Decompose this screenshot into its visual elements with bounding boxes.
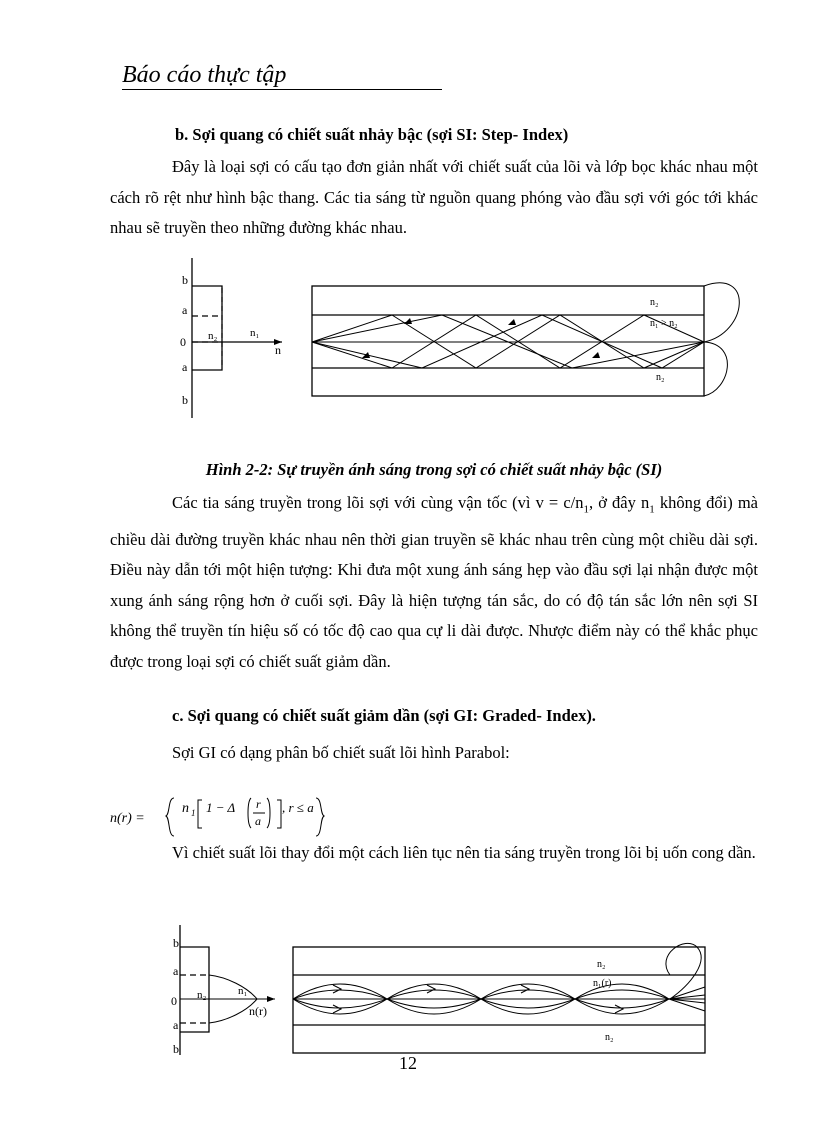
dispersion-sub-1: 1 bbox=[583, 503, 589, 516]
fiber-outline bbox=[312, 286, 704, 396]
label-n-axis: n bbox=[275, 343, 281, 357]
fiber-label-n2-bottom: n₂ bbox=[656, 372, 665, 383]
gi-output-pulse bbox=[666, 943, 701, 999]
section-b-paragraph: Đây là loại sợi có cấu tạo đơn giản nhất với chiết suất của lõi và lớp bọc khác nhau một cách rõ rệt như hình bậc thang. Các tia sáng từ nguồn quang phóng vào đầu sợi với góc tới khác nhau sẽ truyền theo những đường khác nhau. bbox=[110, 157, 758, 237]
gi-fiber-outline bbox=[293, 947, 705, 1053]
eq-left-bracket bbox=[198, 800, 202, 828]
gi-label-axis: n(r) bbox=[249, 1004, 267, 1018]
ray-arrow-2 bbox=[508, 319, 516, 325]
label-zero: 0 bbox=[180, 335, 186, 349]
eq-n1-sub: 1 bbox=[191, 808, 196, 818]
eq-n1: n bbox=[182, 801, 189, 816]
gi-ray-arrow-4 bbox=[333, 1005, 341, 1013]
gi-label-a-bottom: a bbox=[173, 1018, 179, 1032]
graded-index-equation bbox=[110, 794, 370, 840]
eq-right-paren bbox=[267, 798, 270, 828]
header-underline bbox=[122, 89, 442, 90]
ray-arrow-1 bbox=[404, 318, 412, 324]
label-n2: n₂ bbox=[208, 330, 218, 342]
gi-fiber-label-n2-top: n₂ bbox=[597, 959, 606, 970]
section-b-heading: b. Sợi quang có chiết suất nhảy bậc (sợi SI: Step- Index) bbox=[175, 125, 569, 144]
ray-arrow-4 bbox=[362, 352, 370, 358]
gi-label-n1: n₁ bbox=[238, 985, 248, 997]
figure-graded-index bbox=[165, 925, 725, 1055]
dispersion-text-2: , ở đây n bbox=[589, 493, 650, 512]
dispersion-text-1: Các tia sáng truyền trong lõi sợi với cùng vận tốc (vì v = c/n bbox=[172, 493, 584, 512]
eq-lhs: n(r) = bbox=[110, 811, 145, 826]
gi-fiber-label-core: n₁(r) bbox=[593, 978, 612, 989]
dispersion-sub-2: 1 bbox=[649, 503, 655, 516]
eq-den: a bbox=[255, 814, 261, 828]
label-b-bottom: b bbox=[182, 393, 188, 407]
dispersion-paragraph bbox=[110, 488, 758, 677]
gi-label-zero: 0 bbox=[171, 994, 177, 1008]
fiber-label-core: n₁ > n₂ bbox=[650, 318, 678, 329]
gi-fiber-label-n2-bottom: n₂ bbox=[605, 1032, 614, 1043]
label-a-bottom: a bbox=[182, 360, 188, 374]
eq-left-paren bbox=[248, 798, 251, 828]
output-pulse-top bbox=[704, 283, 739, 342]
profile-core-step bbox=[192, 286, 222, 370]
figure-step-index bbox=[170, 258, 740, 428]
gi-label-b-top: b bbox=[173, 936, 179, 950]
section-c-paragraph: Vì chiết suất lõi thay đổi một cách liên tục nên tia sáng truyền trong lõi bị uốn cong dần. bbox=[172, 843, 756, 862]
label-b-top: b bbox=[182, 273, 188, 287]
gi-ray-arrow-1 bbox=[333, 985, 341, 993]
gi-label-a-top: a bbox=[173, 964, 179, 978]
report-header: Báo cáo thực tập bbox=[122, 62, 287, 88]
page-number: 12 bbox=[399, 1053, 417, 1073]
figure-si-caption: Hình 2-2: Sự truyền ánh sáng trong sợi có chiết suất nhảy bậc (SI) bbox=[205, 460, 663, 479]
gi-ray-arrow-5 bbox=[615, 1005, 623, 1013]
eq-right-bracket bbox=[277, 800, 281, 828]
gi-ray-arrow-2 bbox=[427, 985, 435, 993]
label-n1: n₁ bbox=[250, 327, 260, 339]
section-c-heading: c. Sợi quang có chiết suất giảm dần (sợi GI: Graded- Index). bbox=[172, 706, 596, 725]
eq-right-brace bbox=[316, 798, 324, 836]
eq-left-brace bbox=[166, 798, 174, 836]
gi-profile-axis-arrow bbox=[267, 996, 275, 1002]
eq-one-minus-delta: 1 − Δ bbox=[206, 800, 236, 815]
output-pulse-bottom bbox=[704, 342, 727, 396]
dispersion-text-3: không đổi) mà chiều dài đường truyền khác nhau nên thời gian truyền sẽ khác nhau trên cùng một chiều dài sợi. Điều này dẫn tới một hiện tượng: Khi đưa một xung ánh sáng hẹp vào đầu sợi lại nhận được một xung ánh sáng rộng hơn ở cuối sợi. Đây là hiện tượng tán sắc, do có độ tán sắc lớn nên sợi SI không thể truyền tín hiệu số có tốc độ cao qua cự li dài được. Nhược điểm này có thể khắc phục được trong loại sợi có chiết suất giảm dần. bbox=[110, 493, 758, 671]
fiber-label-n2-top: n₂ bbox=[650, 297, 659, 308]
eq-condition: , r ≤ a bbox=[282, 800, 314, 815]
gi-label-n2: n₂ bbox=[197, 989, 207, 1001]
label-a-top: a bbox=[182, 303, 188, 317]
gi-ray-arrow-3 bbox=[521, 985, 529, 993]
ray-arrow-3 bbox=[592, 352, 600, 358]
eq-num: r bbox=[256, 797, 261, 811]
section-c-intro: Sợi GI có dạng phân bố chiết suất lõi hình Parabol: bbox=[172, 743, 510, 762]
gi-label-b-bottom: b bbox=[173, 1042, 179, 1055]
